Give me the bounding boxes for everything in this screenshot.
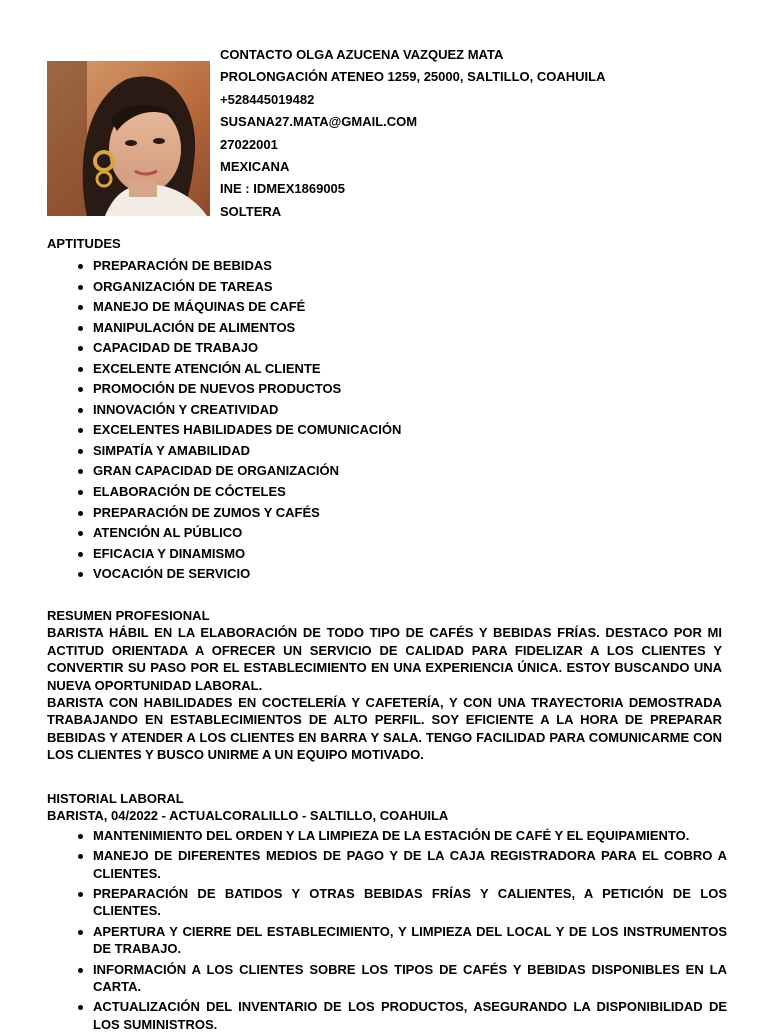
- list-item: MANIPULACIÓN DE ALIMENTOS: [47, 318, 401, 339]
- bullet-icon: [78, 572, 83, 577]
- history-section: [47, 790, 727, 1036]
- list-item: ACTUALIZACIÓN DEL INVENTARIO DE LOS PRODUCTOS, ASEGURANDO LA DISPONIBILIDAD DE LOS SUMINISTROS.: [47, 998, 727, 1033]
- bullet-icon: [78, 1005, 83, 1010]
- contact-address: PROLONGACIÓN ATENEO 1259, 25000, SALTILLO, COAHUILA: [220, 69, 606, 85]
- bullet-icon: [78, 346, 83, 351]
- contact-ine: INE : IDMEX1869005: [220, 181, 346, 197]
- list-item: PREPARACIÓN DE BATIDOS Y OTRAS BEBIDAS FRÍAS Y CALIENTES, A PETICIÓN DE LOS CLIENTES.: [47, 885, 727, 920]
- list-item: MANEJO DE DIFERENTES MEDIOS DE PAGO Y DE LA CAJA REGISTRADORA PARA EL COBRO A CLIENTES.: [47, 847, 727, 882]
- aptitudes-title: APTITUDES: [47, 236, 121, 251]
- bullet-icon: [78, 968, 83, 973]
- bullet-icon: [78, 490, 83, 495]
- contact-marital-status: SOLTERA: [220, 203, 282, 219]
- job-title: BARISTA, 04/2022 - ACTUALCORALILLO - SALTILLO, COAHUILA: [47, 808, 449, 824]
- history-title: HISTORIAL LABORAL: [47, 791, 184, 806]
- bullet-icon: [78, 834, 83, 839]
- contact-nationality: MEXICANA: [220, 159, 290, 175]
- bullet-icon: [78, 469, 83, 474]
- list-item: ELABORACIÓN DE CÓCTELES: [47, 482, 401, 503]
- summary-paragraph-2: BARISTA CON HABILIDADES EN COCTELERÍA Y CAFETERÍA, Y CON UNA TRAYECTORIA DEMOSTRADA TRABAJANDO EN ESTABLECIMIENTOS DE ALTO PERFIL. SOY EFICIENTE A LA HORA DE PREPARAR BEBIDAS Y ATENDER A LOS CLIENTES EN BARRA Y SALA. TENGO FACILIDAD PARA COMUNICARME CON LOS CLIENTES Y BUSCO UNIRME A UN EQUIPO MOTIVADO.: [47, 695, 722, 763]
- list-item: PROMOCIÓN DE NUEVOS PRODUCTOS: [47, 379, 401, 400]
- summary-section: [47, 607, 722, 764]
- list-item: ORGANIZACIÓN DE TAREAS: [47, 277, 401, 298]
- aptitudes-list: [47, 256, 401, 585]
- list-item: VOCACIÓN DE SERVICIO: [47, 564, 401, 585]
- bullet-icon: [78, 854, 83, 859]
- contact-birthdate: 27022001: [220, 136, 278, 152]
- bullet-icon: [78, 387, 83, 392]
- list-item: INFORMACIÓN A LOS CLIENTES SOBRE LOS TIPOS DE CAFÉS Y BEBIDAS DISPONIBLES EN LA CARTA.: [47, 961, 727, 996]
- list-item: PREPARACIÓN DE ZUMOS Y CAFÉS: [47, 503, 401, 524]
- bullet-icon: [78, 930, 83, 935]
- bullet-icon: [78, 326, 83, 331]
- profile-photo: [47, 61, 210, 216]
- bullet-icon: [78, 531, 83, 536]
- bullet-icon: [78, 285, 83, 290]
- list-item: EXCELENTES HABILIDADES DE COMUNICACIÓN: [47, 420, 401, 441]
- list-item: MANEJO DE MÁQUINAS DE CAFÉ: [47, 297, 401, 318]
- bullet-icon: [78, 892, 83, 897]
- summary-title: RESUMEN PROFESIONAL: [47, 608, 210, 623]
- contact-block: [220, 44, 740, 223]
- bullet-icon: [78, 428, 83, 433]
- bullet-icon: [78, 449, 83, 454]
- bullet-icon: [78, 408, 83, 413]
- bullet-icon: [78, 511, 83, 516]
- contact-phone: +528445019482: [220, 91, 315, 107]
- list-item: ATENCIÓN AL PÚBLICO: [47, 523, 401, 544]
- bullet-icon: [78, 264, 83, 269]
- list-item: SIMPATÍA Y AMABILIDAD: [47, 441, 401, 462]
- list-item: EXCELENTE ATENCIÓN AL CLIENTE: [47, 359, 401, 380]
- bullet-icon: [78, 305, 83, 310]
- bullet-icon: [78, 552, 83, 557]
- profile-photo-image: [47, 61, 210, 216]
- list-item: MANTENIMIENTO DEL ORDEN Y LA LIMPIEZA DE LA ESTACIÓN DE CAFÉ Y EL EQUIPAMIENTO.: [47, 827, 727, 844]
- list-item: CAPACIDAD DE TRABAJO: [47, 338, 401, 359]
- summary-paragraph-1: BARISTA HÁBIL EN LA ELABORACIÓN DE TODO TIPO DE CAFÉS Y BEBIDAS FRÍAS. DESTACO POR MI ACTITUD ORIENTADA A OFRECER UN SERVICIO DE CALIDAD PARA FIDELIZAR A LOS CLIENTES Y CONVERTIR SU PASO POR EL ESTABLECIMIENTO EN UNA EXPERIENCIA ÚNICA. ESTOY BUSCANDO UNA NUEVA OPORTUNIDAD LABORAL.: [47, 625, 722, 693]
- duties-list: [47, 827, 727, 1033]
- list-item: GRAN CAPACIDAD DE ORGANIZACIÓN: [47, 461, 401, 482]
- list-item: INNOVACIÓN Y CREATIVIDAD: [47, 400, 401, 421]
- list-item: APERTURA Y CIERRE DEL ESTABLECIMIENTO, Y LIMPIEZA DEL LOCAL Y DE LOS INSTRUMENTOS DE TRABAJO.: [47, 923, 727, 958]
- contact-name: CONTACTO OLGA AZUCENA VAZQUEZ MATA: [220, 47, 504, 62]
- bullet-icon: [78, 367, 83, 372]
- contact-email: SUSANA27.MATA@GMAIL.COM: [220, 114, 418, 130]
- list-item: EFICACIA Y DINAMISMO: [47, 544, 401, 565]
- list-item: PREPARACIÓN DE BEBIDAS: [47, 256, 401, 277]
